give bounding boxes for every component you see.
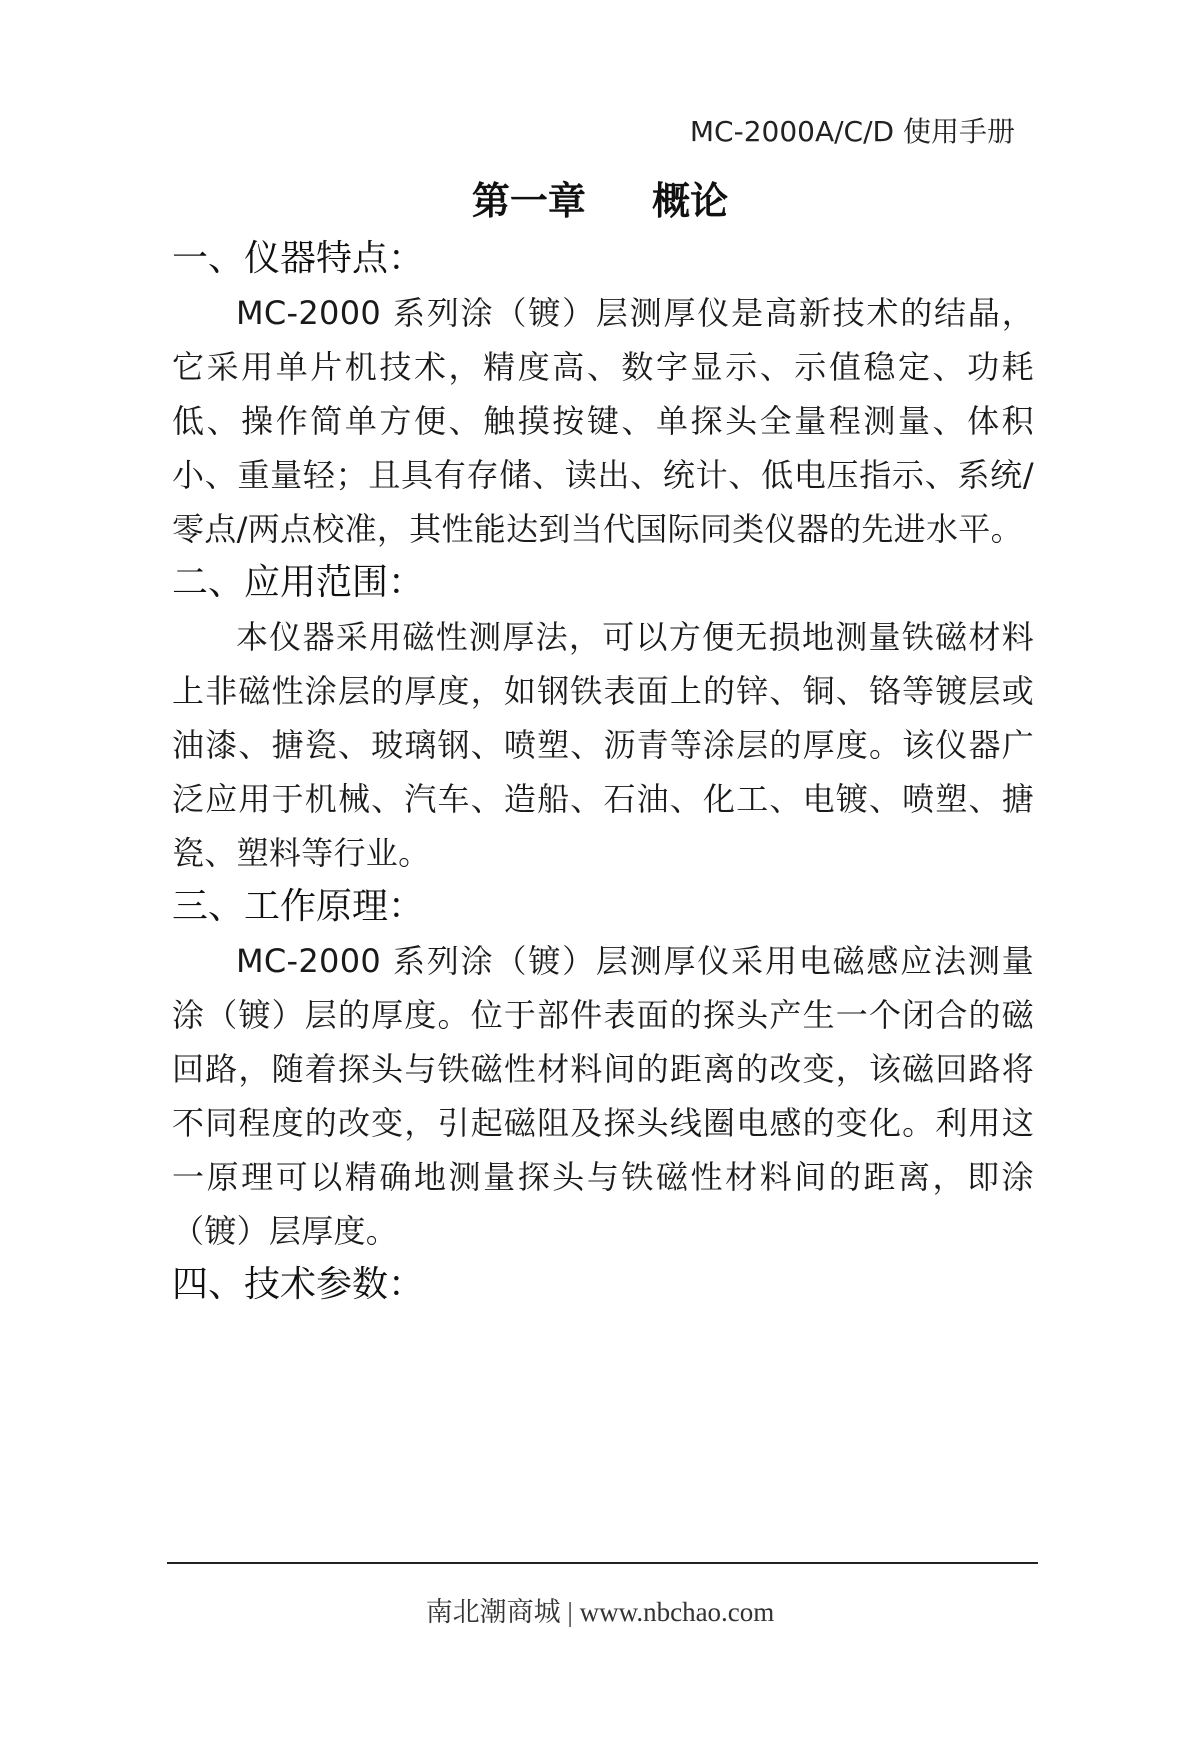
running-header: MC-2000A/C/D 使用手册 bbox=[689, 115, 1015, 148]
footer-divider bbox=[167, 1562, 1038, 1564]
section-application-scope bbox=[172, 556, 1034, 880]
section-heading: 二、应用范围： bbox=[172, 562, 425, 603]
chapter-title: 第一章 概论 bbox=[471, 179, 729, 223]
section-heading: 一、仪器特点： bbox=[172, 238, 425, 279]
footer-site-link[interactable]: 南北潮商城 | www.nbchao.com bbox=[425, 1597, 775, 1627]
section-heading: 四、技术参数： bbox=[172, 1264, 425, 1305]
section-paragraph: MC-2000 系列涂（镀）层测厚仪是高新技术的结晶，它采用单片机技术，精度高、数字显示、示值稳定、功耗低、操作简单方便、触摸按键、单探头全量程测量、体积小、重量轻；且具有存储、读出、统计、低电压指示、系统/零点/两点校准，其性能达到当代国际同类仪器的先进水平。 bbox=[172, 294, 1034, 548]
main-content bbox=[172, 232, 1034, 1312]
section-paragraph: 本仪器采用磁性测厚法，可以方便无损地测量铁磁材料上非磁性涂层的厚度，如钢铁表面上的锌、铜、铬等镀层或油漆、搪瓷、玻璃钢、喷塑、沥青等涂层的厚度。该仪器广泛应用于机械、汽车、造船、石油、化工、电镀、喷塑、搪瓷、塑料等行业。 bbox=[172, 618, 1034, 872]
section-heading: 三、工作原理： bbox=[172, 886, 425, 927]
section-features bbox=[172, 232, 1034, 556]
section-working-principle bbox=[172, 880, 1034, 1258]
section-paragraph: MC-2000 系列涂（镀）层测厚仪采用电磁感应法测量涂（镀）层的厚度。位于部件表面的探头产生一个闭合的磁回路，随着探头与铁磁性材料间的距离的改变，该磁回路将不同程度的改变，引起磁阻及探头线圈电感的变化。利用这一原理可以精确地测量探头与铁磁性材料间的距离，即涂（镀）层厚度。 bbox=[172, 942, 1034, 1250]
section-technical-parameters bbox=[172, 1258, 1034, 1312]
